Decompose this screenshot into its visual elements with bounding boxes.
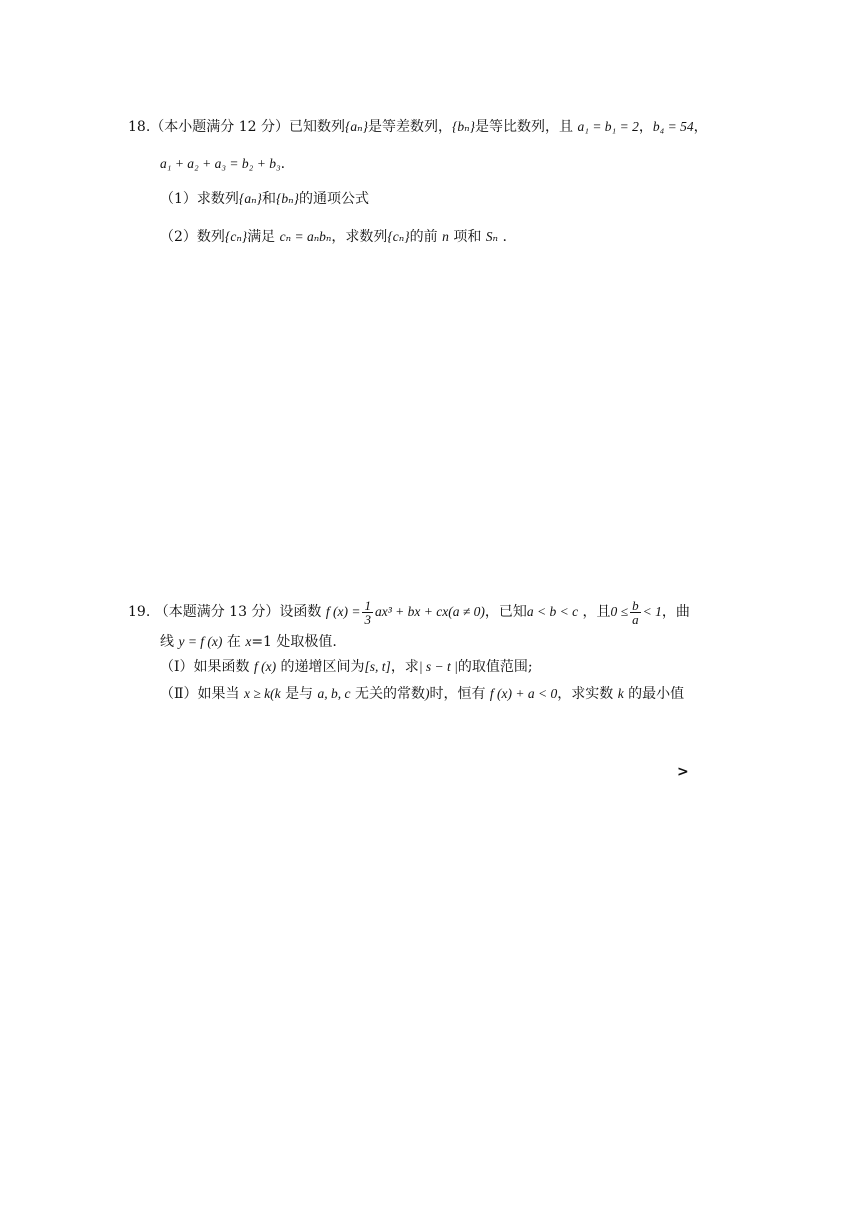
q19-line2-b: 在 [226, 634, 241, 650]
q19-frac-den: 3 [364, 611, 371, 627]
q18-part2-S: Sₙ [485, 229, 499, 244]
q19-and-text: ，且 [582, 604, 611, 620]
q19-part2-text-a: 如果当 [197, 686, 240, 702]
q19-line2-c: =1 处取极值. [251, 634, 337, 650]
q18-part2-text-a: 数列 [196, 229, 225, 245]
q19-part1-fx: f (x) [253, 659, 277, 674]
q19-line2-x: x [245, 634, 252, 649]
q19-part2-text-e: ，求实数 [557, 686, 614, 702]
q18-sum-equation: a₁ + a₂ + a₃ = b₂ + b₃ [160, 156, 281, 171]
q19-curve-eq: y = f (x) [178, 634, 223, 649]
q19-part1-abs: | s − t | [418, 659, 458, 674]
q18-comma2: ， [693, 119, 708, 135]
q19-part2-ineq: f (x) + a < 0 [489, 686, 558, 701]
q19-ineq2-right: < 1 [642, 604, 662, 619]
q18-part1-seq-a: {aₙ} [238, 191, 262, 206]
q19-intro-text: （本题满分 13 分）设函数 [154, 604, 322, 620]
q19-frac2-den: a [632, 611, 639, 627]
q18-line2 [160, 154, 285, 174]
q19-curve-text: ，曲 [661, 604, 690, 620]
q18-cond1: a₁ = b₁ = 2 [577, 119, 639, 134]
q19-part2-text-f: 的最小值 [628, 686, 685, 702]
q18-intro-text: （本小题满分 12 分）已知数列 [150, 119, 345, 135]
q19-ineq2-left: 0 ≤ [610, 604, 629, 619]
q18-part2-end: . [502, 229, 507, 245]
q19-part2-cond: x ≥ k(k [243, 686, 281, 701]
q19-frac-b-over-a [630, 599, 641, 626]
q18-cond2: b₄ = 54 [652, 119, 694, 134]
q18-part1-seq-b: {bₙ} [275, 191, 299, 206]
q19-line2 [160, 632, 337, 652]
q19-part2-text-d: 时，恒有 [429, 686, 486, 702]
q18-line2-end: . [280, 156, 286, 172]
q19-line1 [128, 596, 690, 628]
q19-ineq1: a < b < c [526, 604, 579, 619]
q19-part1-text-c: ，求 [390, 659, 419, 675]
q19-line2-a: 线 [160, 634, 174, 650]
q18-part2-n: n [442, 229, 449, 244]
q18-part2-seq-c: {cₙ} [224, 229, 248, 244]
q18-part2-text-d: 的前 [409, 229, 438, 245]
q19-part2-abc: a, b, c [317, 686, 351, 701]
q19-part2-text-c: 无关的常数 [354, 686, 425, 702]
q18-part2-equation: cₙ = aₙbₙ [279, 229, 332, 244]
q19-func-lhs: f (x) = [325, 604, 361, 619]
q18-part1-and: 和 [261, 191, 276, 207]
q18-part2 [160, 227, 507, 247]
stray-greater-than-mark: > [677, 764, 689, 780]
q18-arith-text: 是等差数列， [368, 119, 453, 135]
q18-part2-label: （2） [160, 229, 197, 245]
q19-number: 19. [128, 604, 151, 620]
q18-part2-seq-c2: {cₙ} [387, 229, 410, 244]
q18-part1-text-b: 的通项公式 [298, 191, 369, 207]
q19-part2 [160, 684, 684, 704]
q18-part1-text-a: 求数列 [196, 191, 239, 207]
q18-seq-a: {aₙ} [344, 119, 369, 134]
q18-part1 [160, 189, 369, 209]
q19-part1-label: （Ⅰ） [160, 659, 194, 675]
q19-frac-num: 1 [364, 597, 371, 613]
q18-seq-b: {bₙ} [452, 119, 476, 134]
q19-part2-paren: ) [424, 686, 430, 701]
q19-part1-text-a: 如果函数 [193, 659, 250, 675]
q18-comma1: ， [638, 119, 653, 135]
q19-part1 [160, 657, 533, 677]
q18-line1 [128, 117, 708, 137]
q19-part1-text-d: 的取值范围; [457, 659, 533, 675]
q19-part1-text-b: 的递增区间为 [280, 659, 365, 675]
q18-part2-text-b: 满足 [247, 229, 276, 245]
q19-part2-k: k [617, 686, 624, 701]
q19-frac-one-third [362, 599, 373, 626]
q18-part1-label: （1） [160, 191, 197, 207]
q18-part2-text-e: 项和 [453, 229, 482, 245]
q18-part2-text-c: ，求数列 [331, 229, 388, 245]
q18-geom-text: 是等比数列，且 [475, 119, 574, 135]
q19-part2-label: （Ⅱ） [160, 686, 198, 702]
q19-part1-interval: [s, t] [364, 659, 391, 674]
q19-known-text: ，已知 [484, 604, 527, 620]
q19-func-rhs: ax³ + bx + cx(a ≠ 0) [374, 604, 485, 619]
q18-number: 18. [128, 119, 151, 135]
q19-frac2-num: b [632, 597, 639, 613]
q19-part2-text-b: 是与 [285, 686, 314, 702]
